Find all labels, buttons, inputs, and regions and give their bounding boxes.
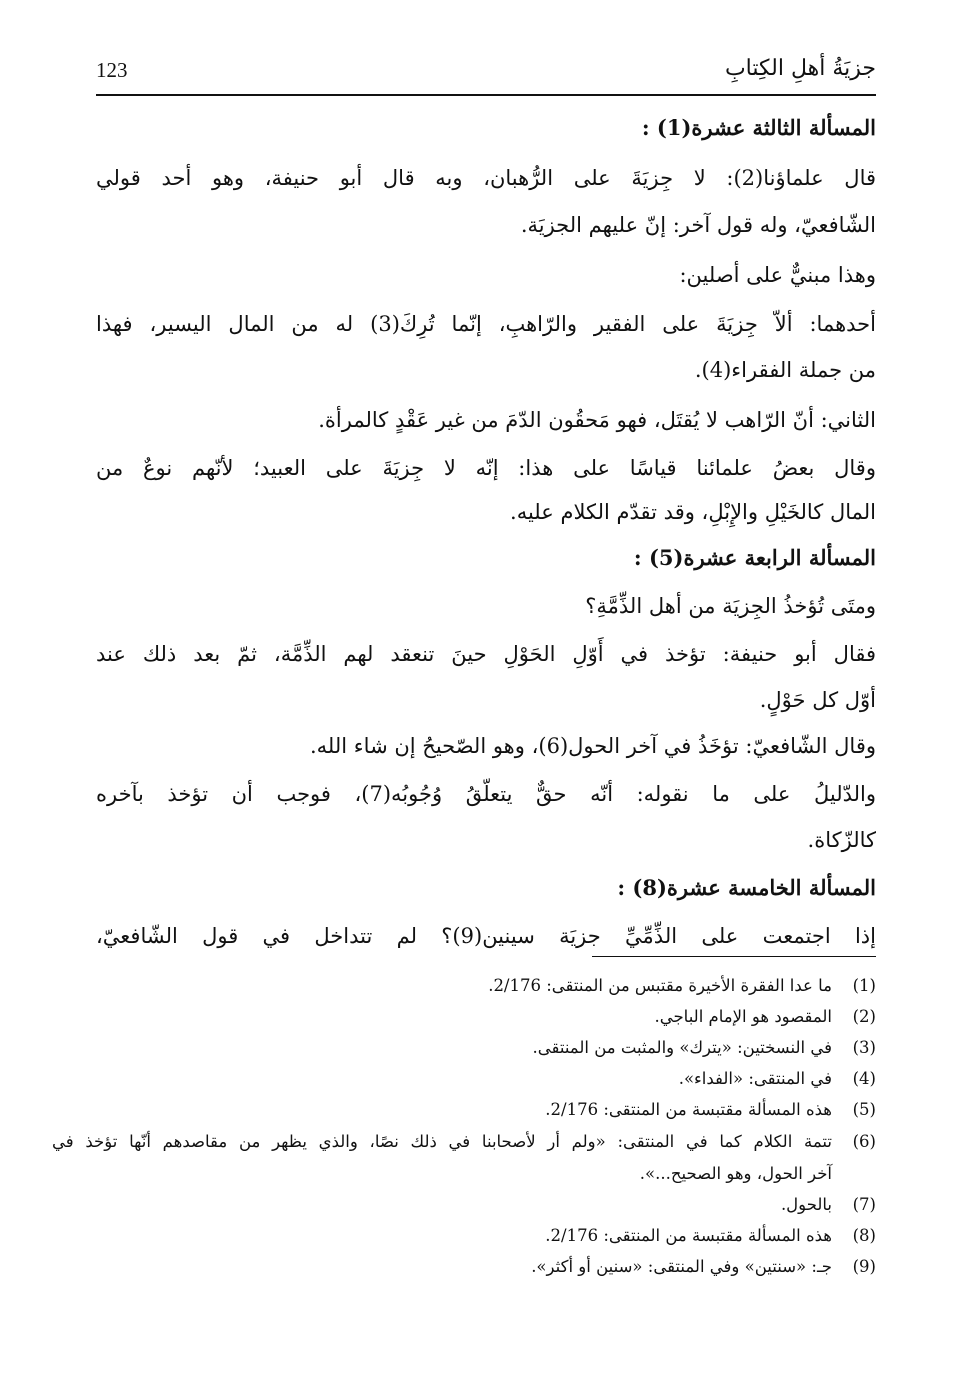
page-header	[96, 56, 876, 90]
footnote-7	[96, 1189, 876, 1220]
footnote-9	[96, 1251, 876, 1282]
footnote-number: (5)	[852, 1100, 876, 1119]
footnote-6-continuation: آخر الحول، وهو الصحيح...».	[639, 1164, 832, 1183]
body-line: وقال الشّافعيّ: تؤخَذُ في آخر الحول(6)، وهو الصّحيحُ إن شاء الله.	[310, 734, 876, 758]
body-line: فقال أبو حنيفة: تؤخذ في أَوّلِ الحَوْلِ حينَ تنعقد لهم الذِّمَّة، ثمّ بعد ذلك عند	[96, 642, 876, 666]
footnote-number: (1)	[852, 976, 876, 995]
body-line: إذا اجتمعت على الذِّمِّيِّ جزيَة سينين(9)؟ لم تتداخل في قول الشّافعيّ،	[96, 924, 876, 948]
body-line: الثاني: أنّ الرّاهب لا يُقتَل، فهو مَحقُون الدّمَ من غير عَقْدٍ كالمرأة.	[318, 408, 876, 432]
body-line: وقال بعضُ علمائنا قياسًا على هذا: إنّه لا جِزيَةَ على العبيد؛ لأنّهم نوعٌ من	[96, 456, 876, 480]
header-rule	[96, 94, 876, 96]
running-title: جزيَةُ أهلِ الكِتابِ	[724, 56, 876, 81]
section-heading-15: المسألة الخامسة عشرة(8) :	[617, 875, 876, 900]
body-line: من جملة الفقراء(4).	[694, 358, 876, 382]
body-line: قال علماؤنا(2): لا جِزيَةَ على الرُّهبان، وبه قال أبو حنيفة، وهو أحد قولي	[96, 166, 877, 190]
body-line: والدّليلُ على ما نقوله: أنّه حقٌّ يتعلّقُ وُجُوبُه(7)، فوجب أن تؤخذ بآخره	[96, 782, 876, 806]
body-line: أوّل كل حَوْلٍ.	[759, 688, 876, 712]
section-heading-14: المسألة الرابعة عشرة(5) :	[633, 545, 876, 570]
body-line: كالزّكاة.	[807, 828, 876, 852]
body-line: ومتَى تُؤخذُ الجِزيَة من أهل الذِّمَّةِ؟	[585, 594, 876, 618]
body-line: الشّافعيّ، وله قول آخر: إنّ عليهم الجزيَة.	[520, 213, 876, 237]
footnote-number: (2)	[852, 1007, 876, 1026]
footnote-number: (4)	[852, 1069, 876, 1088]
footnote-4	[96, 1063, 876, 1094]
footnote-text: بالحول.	[780, 1195, 832, 1214]
footnote-text: في النسختين: «يترك» والمثبت من المنتقى.	[532, 1038, 832, 1057]
footnote-number: (3)	[852, 1038, 876, 1057]
footnote-text: هذه المسألة مقتبسة من المنتقى: 2/176.	[545, 1100, 832, 1119]
footnote-number: (8)	[852, 1226, 876, 1245]
footnote-number: (9)	[852, 1257, 876, 1276]
footnote-text: ما عدا الفقرة الأخيرة مقتبس من المنتقى: 2/176.	[488, 976, 832, 995]
footnote-text: هذه المسألة مقتبسة من المنتقى: 2/176.	[545, 1226, 832, 1245]
footnote-text: جـ: «سنتين» وفي المنتقى: «سنين أو أكثر».	[531, 1257, 832, 1276]
section-heading-13: المسألة الثالثة عشرة(1) :	[641, 115, 876, 140]
body-line: وهذا مبنيٌّ على أصلين:	[679, 263, 876, 287]
footnote-3	[96, 1032, 876, 1063]
footnote-1	[96, 970, 876, 1001]
body-line: المال كالخَيْلِ والإِبْلِ، وقد تقدّم الكلام عليه.	[510, 500, 876, 524]
footnote-text: تتمة الكلام كما في المنتقى: «ولم أر لأصحابنا في ذلك نصًا، والذي يظهر من مقاصدهم أنّها تؤخذ في	[52, 1132, 832, 1151]
footnote-2	[96, 1001, 876, 1032]
footnote-text: في المنتقى: «الفداء».	[678, 1069, 832, 1088]
footnote-8	[96, 1220, 876, 1251]
footnote-5	[96, 1094, 876, 1125]
page-number: 123	[96, 58, 128, 82]
footnote-6	[52, 1126, 876, 1157]
footnote-text: المقصود هو الإمام الباجي.	[654, 1007, 832, 1026]
footnote-number: (7)	[852, 1195, 876, 1214]
body-line: أحدهما: ألاّ جِزيَةَ على الفقير والرّاهبِ، إنّما تُرِكَ(3) له من المال اليسير، فهذا	[96, 312, 876, 336]
footnote-number: (6)	[852, 1132, 876, 1151]
footnote-separator	[592, 956, 876, 957]
